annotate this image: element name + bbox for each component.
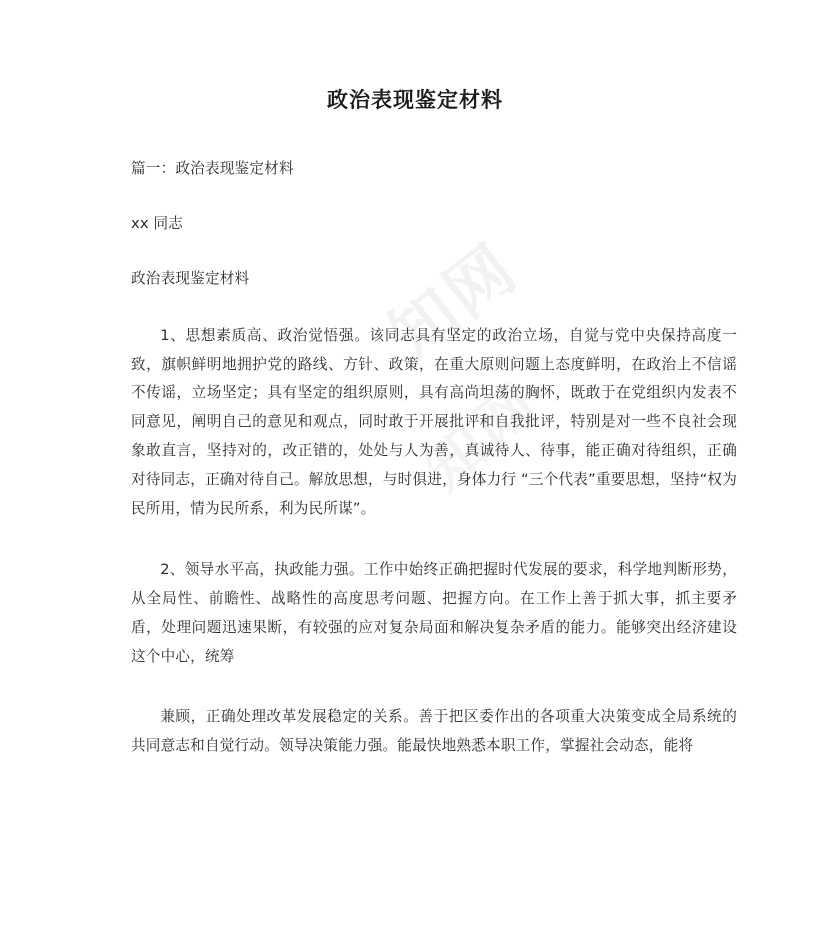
watermark-text-secondary: 知网 xyxy=(411,369,556,504)
document-body xyxy=(131,155,737,761)
watermark-text: 知网 xyxy=(374,228,533,376)
paragraph-section-title: 政治表现鉴定材料 xyxy=(131,269,250,287)
paragraph-heading-section: 篇一：政治表现鉴定材料 xyxy=(131,160,294,177)
paragraph-subject-name: xx 同志 xyxy=(131,214,184,232)
paragraph-item-1: 1、思想素质高、政治觉悟强。该同志具有坚定的政治立场，自觉与党中央保持高度一致，旗帜鲜明地拥护党的路线、方针、政策，在重大原则问题上态度鲜明，在政治上不信谣不传谣，立场坚定；具有坚定的组织原则，具有高尚坦荡的胸怀，既敢于在党组织内发表不同意见，阐明自己的意见和观点，同时敢于开展批评和自我批评，特别是对一些不良社会现象敢直言，坚持对的，改正错的，处处与人为善，真诚待人、待事，能正确对待组织，正确对待同志，正确对待自己。解放思想，与时俱进，身体力行 “三个代表”重要思想，坚持“权为民所用，情为民所系，利为民所谋”。 xyxy=(131,326,737,518)
paragraph-item-2: 2、领导水平高，执政能力强。工作中始终正确把握时代发展的要求，科学地判断形势，从全局性、前瞻性、战略性的高度思考问题、把握方向。在工作上善于抓大事，抓主要矛盾，处理问题迅速果断，有较强的应对复杂局面和解决复杂矛盾的能力。能够突出经济建设这个中心，统筹 xyxy=(131,560,737,665)
page-title: 政治表现鉴定材料 xyxy=(327,88,503,112)
paragraph-item-2-continued: 兼顾，正确处理改革发展稳定的关系。善于把区委作出的各项重大决策变成全局系统的共同意志和自觉行动。领导决策能力强。能最快地熟悉本职工作，掌握社会动态，能将 xyxy=(131,708,737,755)
